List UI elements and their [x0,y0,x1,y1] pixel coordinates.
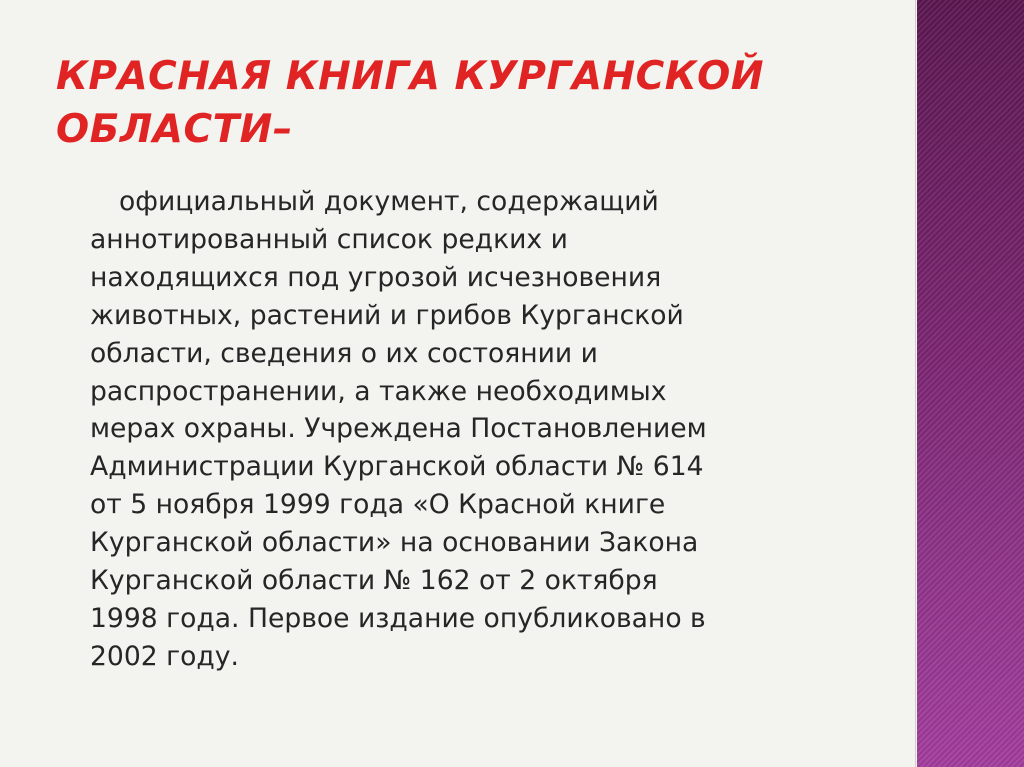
body-text-line: распространении, а также необходимых [90,375,667,407]
body-text-line: области, сведения о их состоянии и [90,337,598,369]
body-text-line: Курганской области» на основании Закона [90,527,699,559]
slide-title-line: ОБЛАСТИ– [56,107,293,153]
body-text-line: Курганской области № 162 от 2 октября [90,565,658,597]
body-text-line: 1998 года. Первое издание опубликовано в [90,602,706,634]
slide-title [56,50,876,156]
slide-title-line: КРАСНАЯ КНИГА КУРГАНСКОЙ [56,54,764,99]
slide-body-text [90,183,890,676]
body-text-line: официальный документ, содержащий [119,186,659,217]
side-divider-line [915,0,916,767]
body-text-line: мерах охраны. Учреждена Постановлением [90,413,707,445]
body-text-line: от 5 ноября 1999 года «О Красной книге [90,489,666,521]
body-text-line: животных, растений и грибов Курганской [90,299,684,331]
body-text-line: Администрации Курганской области № 614 [90,451,704,483]
decorative-side-band [917,0,1024,767]
body-text-line: аннотированный список редких и [90,223,568,255]
body-text-line: находящихся под угрозой исчезновения [90,261,662,293]
body-text-line: 2002 году. [90,640,239,672]
